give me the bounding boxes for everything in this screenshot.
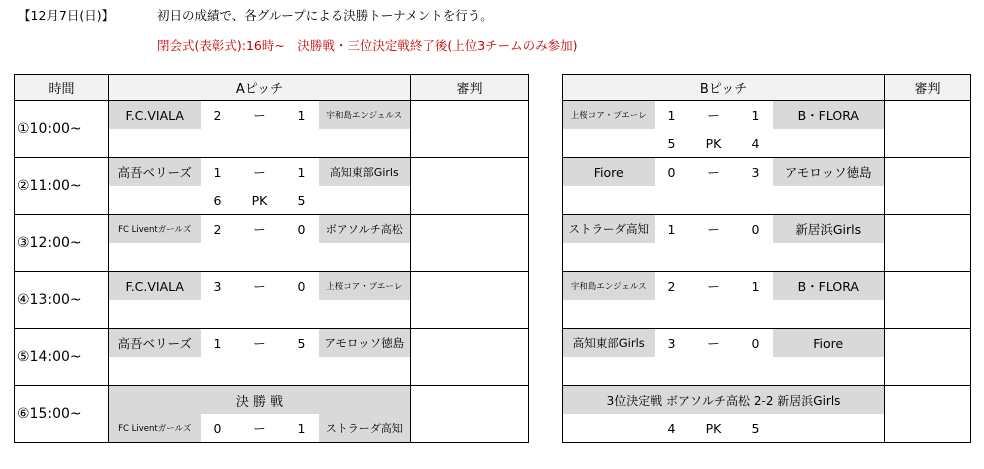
score-separator: ー — [689, 272, 739, 301]
home-score: 2 — [201, 101, 235, 130]
pitch-a-table — [14, 74, 529, 443]
score-separator: ー — [689, 329, 739, 358]
away-score: 0 — [285, 272, 319, 301]
referee-a-header: 審判 — [411, 75, 529, 101]
away-team: 新居浜Girls — [773, 215, 885, 244]
time-slot: ②11:00~ — [15, 158, 109, 215]
pk-label: PK — [689, 414, 739, 443]
score-separator: ー — [689, 158, 739, 187]
home-score: 1 — [201, 158, 235, 187]
away-score: 1 — [285, 158, 319, 187]
away-score: 0 — [285, 215, 319, 244]
home-team: 高吾ベリーズ — [109, 329, 201, 358]
score-separator: ー — [235, 272, 285, 301]
home-team: FC Liventガールズ — [109, 215, 201, 244]
pk-home: 6 — [201, 186, 235, 215]
home-team: F.C.VIALA — [109, 101, 201, 130]
referee-cell — [411, 386, 529, 443]
referee-cell — [885, 158, 971, 215]
score-separator: ー — [689, 215, 739, 244]
away-score: 1 — [739, 101, 773, 130]
referee-cell — [411, 215, 529, 272]
referee-b-header: 審判 — [885, 75, 971, 101]
home-score: 1 — [201, 329, 235, 358]
time-slot: ④13:00~ — [15, 272, 109, 329]
score-separator: ー — [235, 101, 285, 130]
away-team: アモロッソ徳島 — [319, 329, 411, 358]
time-header: 時間 — [15, 75, 109, 101]
pitch-a-header: Aピッチ — [109, 75, 411, 101]
pk-label: PK — [689, 129, 739, 158]
time-slot: ①10:00~ — [15, 101, 109, 158]
away-team: B・FLORA — [773, 272, 885, 301]
away-score: 5 — [285, 329, 319, 358]
pk-away: 5 — [285, 186, 319, 215]
pitch-b-table — [562, 74, 971, 443]
referee-cell — [885, 215, 971, 272]
away-score: 0 — [739, 215, 773, 244]
away-team: ストラーダ高知 — [319, 414, 411, 443]
home-team: FC Liventガールズ — [109, 414, 201, 443]
away-team: アモロッソ徳島 — [773, 158, 885, 187]
score-separator: ー — [689, 101, 739, 130]
home-team: F.C.VIALA — [109, 272, 201, 301]
ceremony-note: 閉会式(表彰式):16時~ 決勝戦・三位決定戦終了後(上位3チームのみ参加) — [157, 38, 578, 53]
time-slot: ③12:00~ — [15, 215, 109, 272]
home-score: 1 — [655, 101, 689, 130]
score-separator: ー — [235, 158, 285, 187]
third-place-match: 3位決定戦 ボアソルチ高松 2-2 新居浜Girls — [563, 386, 885, 415]
away-team: Fiore — [773, 329, 885, 358]
away-score: 0 — [739, 329, 773, 358]
away-score: 3 — [739, 158, 773, 187]
home-team: 高吾ベリーズ — [109, 158, 201, 187]
referee-cell — [411, 158, 529, 215]
home-team: 高知東部Girls — [563, 329, 655, 358]
away-team: ボアソルチ高松 — [319, 215, 411, 244]
away-team: 高知東部Girls — [319, 158, 411, 187]
referee-cell — [885, 272, 971, 329]
pk-away: 5 — [739, 414, 773, 443]
referee-cell — [411, 329, 529, 386]
time-slot: ⑥15:00~ — [15, 386, 109, 443]
away-score: 1 — [739, 272, 773, 301]
tournament-note: 初日の成績で、各グループによる決勝トーナメントを行う。 — [157, 8, 493, 23]
score-separator: ー — [235, 329, 285, 358]
home-score: 2 — [655, 272, 689, 301]
referee-cell — [411, 101, 529, 158]
away-team: 宇和島エンジェルス — [319, 101, 411, 130]
pitch-b-header: Bピッチ — [563, 75, 885, 101]
away-team: 上桜コア・ブエーレ — [319, 272, 411, 301]
time-slot: ⑤14:00~ — [15, 329, 109, 386]
home-team: Fiore — [563, 158, 655, 187]
date-label: 【12月7日(日)】 — [18, 8, 115, 23]
referee-cell — [885, 329, 971, 386]
pk-home: 5 — [655, 129, 689, 158]
score-separator: ー — [235, 414, 285, 443]
pk-away: 4 — [739, 129, 773, 158]
home-team: 宇和島エンジェルス — [563, 272, 655, 301]
home-team: ストラーダ高知 — [563, 215, 655, 244]
referee-cell — [885, 386, 971, 443]
home-score: 2 — [201, 215, 235, 244]
home-team: 上桜コア・ブエーレ — [563, 101, 655, 130]
referee-cell — [411, 272, 529, 329]
home-score: 0 — [655, 158, 689, 187]
score-separator: ー — [235, 215, 285, 244]
home-score: 3 — [201, 272, 235, 301]
away-team: B・FLORA — [773, 101, 885, 130]
referee-cell — [885, 101, 971, 158]
away-score: 1 — [285, 414, 319, 443]
home-score: 0 — [201, 414, 235, 443]
pk-home: 4 — [655, 414, 689, 443]
away-score: 1 — [285, 101, 319, 130]
home-score: 3 — [655, 329, 689, 358]
pk-label: PK — [235, 186, 285, 215]
final-label: 決 勝 戦 — [109, 386, 411, 415]
home-score: 1 — [655, 215, 689, 244]
